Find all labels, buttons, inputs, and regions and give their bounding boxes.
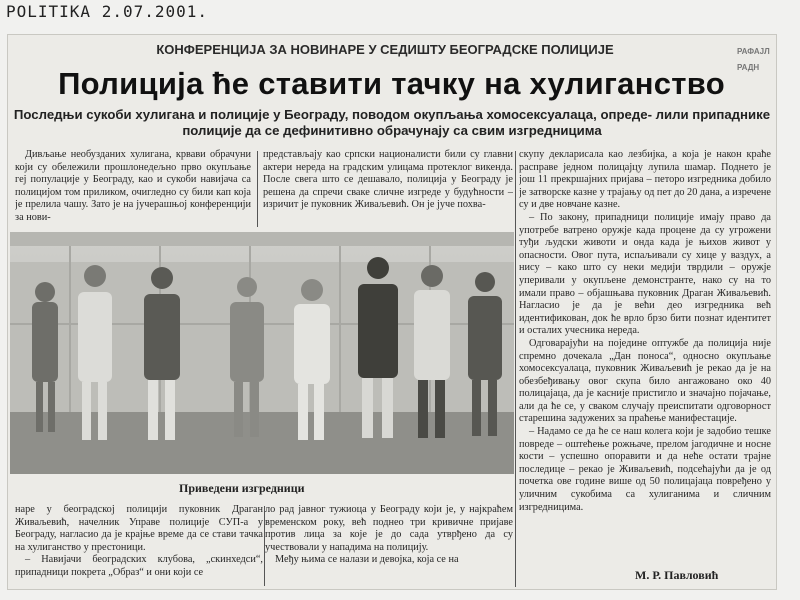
edge-text-line: РАДН — [737, 63, 760, 72]
paragraph: Одговарајући на поједине оптужбе да полиција није спремно дочекала „Дан поноса“, односно окупљање хомосексуалаца, пуковник Живаљевић је рекао да је на обезбеђивању овог скупа било ангажовано око 40 полицајаца, да је касније пристигло и значајно појачање, али да ће се, у сваком случају преиспитати одговорност старешина задужених за праћење манифестације. — [519, 337, 771, 425]
paragraph: – По закону, припадници полиције имају право да употребе ватрено оружје када процене да су угрожени туђи људски животи и онда када је њихов живот у опасности. Овог пута, испаљивали су хице у ваздух, а нису – како што су неки медији тврдили – оружје уперивали у окупљене демонстранте, нако су на то имали право – објашњава пуковник Драган Живаљевић. Нагласио је да је већи део изгредника већ идентификован, док ће врло брзо бити познат идентитет и осталих учесника нереда. — [519, 211, 771, 337]
text-column-2 — [263, 149, 513, 229]
article-subhead: Последњи сукоби хулигана и полиције у Београду, поводом окупљања хомосексуалаца, опредe- лили припаднике полиције да се дефинитивно обрачунају са свим изгредницима — [13, 107, 771, 138]
text-column-3 — [519, 149, 771, 587]
article-kicker: КОНФЕРЕНЦИЈА ЗА НОВИНАРЕ У СЕДИШТУ БЕОГРАДСКЕ ПОЛИЦИЈЕ — [156, 42, 614, 57]
column-divider — [257, 151, 258, 227]
paragraph: Међу њима се налази и девојка, која се на — [275, 554, 459, 566]
text-column-1 — [15, 149, 251, 229]
article-headline: Полиција ће ставити тачку на хулиганство — [58, 66, 725, 101]
column-divider — [515, 151, 516, 587]
paragraph: представљају као српски националисти били су главни актери нереда на градским улицама протеклог викенда. После свега што се дешавало, полиција у Београду је решена да спречи сваке сличне изгреде у будућности – изричит је пуковник Живаљевић. Он је јуче похва- — [263, 149, 513, 211]
photo-caption: Приведени изгредници — [179, 481, 305, 495]
paragraph: – Навијачи београдских клубова, „скинхедси“, припадници покрета „Образ“ и они који се — [15, 554, 263, 578]
clipping-date-stamp: POLITIKA 2.07.2001. — [6, 2, 209, 21]
text-column-5 — [265, 504, 513, 588]
author-byline: М. Р. Павловић — [635, 568, 719, 582]
news-photo — [10, 232, 514, 474]
paragraph: – Надамо се да ће се наш колега који је задобио тешке повреде – оштећење рожњаче, прелом јагодичне и носне кости – успешно опоравити и да неће остати трајне последице – рекао је Живаљевић, подсећајући да је од почетка ове године више од 50 полицајаца повређено у уличним сукобима са хулиганима и сличним изгредницима. — [519, 426, 771, 513]
newspaper-clipping — [7, 34, 777, 590]
text-column-4 — [15, 504, 263, 588]
detained-people-photo-illustration — [10, 232, 514, 474]
paragraph: наре у београдској полицији пуковник Драган Живаљевић, начелник Управе полиције СУП-а у Београду, нагласио да је крајње време да се стави тачка на хулиганство у престоници. — [15, 504, 263, 553]
paragraph: ло рад јавног тужиоца у Београду који је, у најкраћем временском року, већ поднео три кривичне пријаве против лица за које је до сада утврђено да су учествовали у нападима на полицију. — [265, 504, 513, 553]
photo-wall-band — [10, 232, 514, 246]
paragraph: скупу декларисала као лезбијка, а која је након краће расправе једном полицајцу лупила шамар. Поднето је још 11 прекршајних пријава – петоро изгредника добило је затворске казне у трајању од пет до 20 дана, а изречене су и две новчане казне. — [519, 149, 771, 211]
edge-text-line: РАФАЈЛ — [737, 47, 770, 56]
paragraph: Дивљање необузданих хулигана, крвави обрачуни који су обележили прошлонедељно прво окупљање геј популације у Београду, као и сукоби навијача са полицијом том приликом, очигледно су били кап која је прелила чашу. Зато је на јучерашњој конференцији за нови- — [15, 149, 251, 223]
adjacent-article-edge — [737, 44, 777, 76]
